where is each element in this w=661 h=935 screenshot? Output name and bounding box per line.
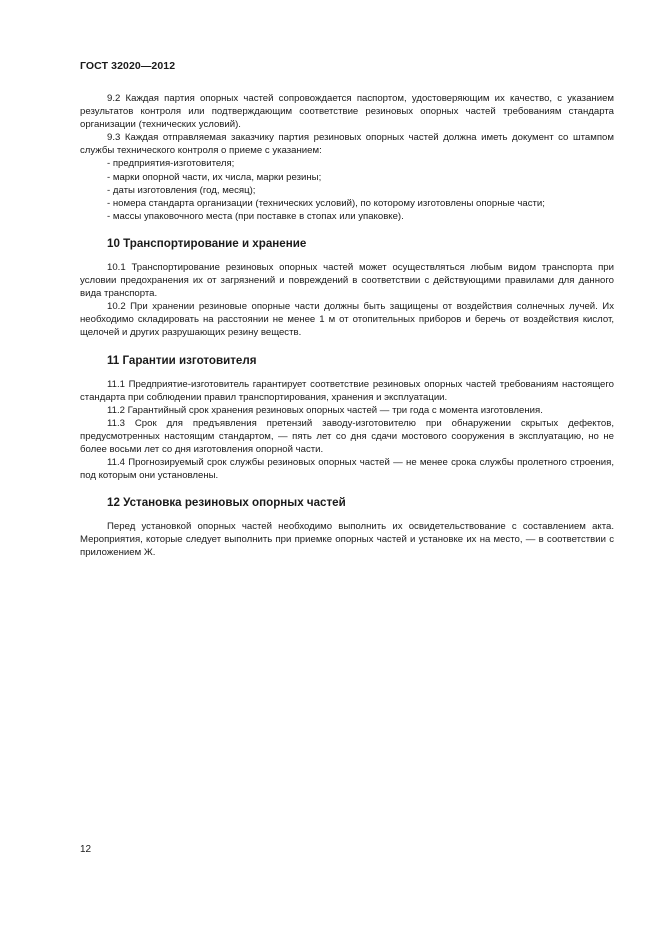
paragraph-11-3: 11.3 Срок для предъявления претензий заводу-изготовителю при обнаружении скрытых дефектов, предусмотренных настоящим стандартом, — пять лет со дня сдачи мостового сооружения в эксплуатацию, но не более восьми лет со дня изготовления опорной части.	[80, 417, 614, 455]
section-12-title: 12 Установка резиновых опорных частей	[107, 496, 346, 510]
list-item: - марки опорной части, их числа, марки резины;	[107, 171, 322, 183]
paragraph-11-2: 11.2 Гарантийный срок хранения резиновых опорных частей — три года с момента изготовления.	[107, 404, 543, 416]
paragraph-11-4: 11.4 Прогнозируемый срок службы резиновых опорных частей — не менее срока службы пролетного строения, под которым они установлены.	[80, 457, 614, 482]
paragraph-9-2: 9.2 Каждая партия опорных частей сопровождается паспортом, удостоверяющим их качество, с указанием результатов контроля или подтверждающим соответствие резиновых опорных частей требованиям стандарта организации (технических условий).	[80, 93, 614, 131]
section-11-title: 11 Гарантии изготовителя	[107, 353, 257, 367]
document-code-header: ГОСТ 32020—2012	[80, 60, 176, 72]
section-10-title: 10 Транспортирование и хранение	[107, 236, 307, 250]
list-item: - даты изготовления (год, месяц);	[107, 184, 256, 196]
list-item: - предприятия-изготовителя;	[107, 158, 235, 170]
paragraph-10-1: 10.1 Транспортирование резиновых опорных частей может осуществляться любым видом транспорта при условии предохранения их от загрязнений и повреждений в соответствии с действующими правилами для данного вида транспорта.	[80, 261, 614, 300]
paragraph-9-3: 9.3 Каждая отправляемая заказчику партия резиновых опорных частей должна иметь документ со штампом службы технического контроля о приеме с указанием:	[80, 132, 614, 157]
document-body	[80, 92, 614, 560]
page-number: 12	[80, 844, 92, 855]
paragraph-10-2: 10.2 При хранении резиновые опорные части должны быть защищены от воздействия солнечных лучей. Их необходимо складировать на расстоянии не менее 1 м от отопительных приборов и беречь от воздействия кислот, щелочей и других разрушающих резину веществ.	[80, 301, 614, 339]
list-item: - массы упаковочного места (при поставке в стопах или упаковке).	[107, 210, 404, 222]
paragraph-12: Перед установкой опорных частей необходимо выполнить их освидетельствование с составлением акта. Мероприятия, которые следует выполнить при приемке опорных частей и установке их на место, — в соответствии с приложением Ж.	[80, 521, 614, 559]
paragraph-11-1: 11.1 Предприятие-изготовитель гарантирует соответствие резиновых опорных частей требованиям настоящего стандарта при соблюдении правил транспортирования, хранения и эксплуатации.	[80, 378, 614, 403]
list-item: - номера стандарта организации (технических условий), по которому изготовлены опорные части;	[107, 197, 545, 209]
